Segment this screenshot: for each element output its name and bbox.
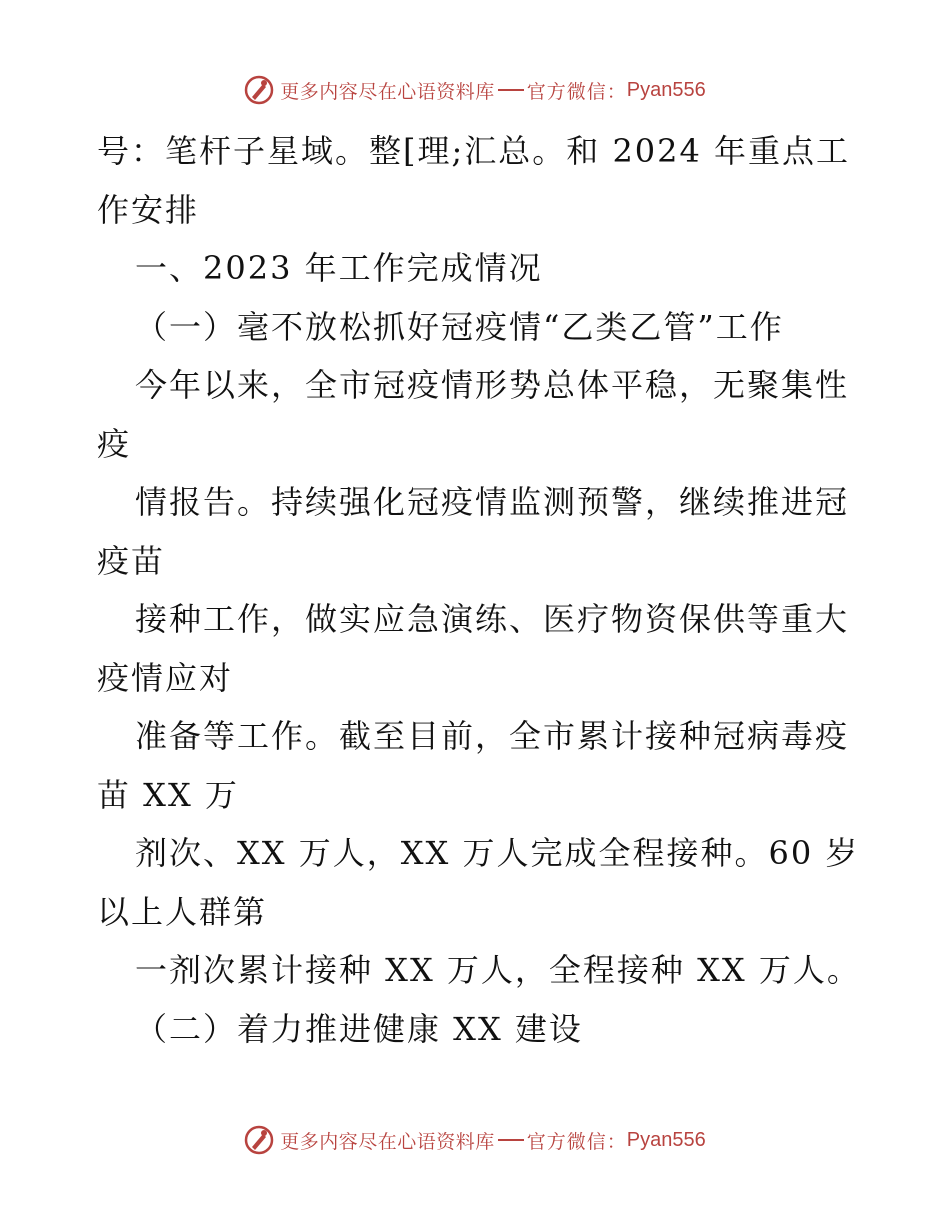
watermark-banner-top — [0, 70, 950, 110]
watermark-dash — [498, 89, 524, 91]
doc-line-5: 今年以来，全市冠疫情形势总体平稳，无聚集性 — [135, 366, 850, 404]
watermark-banner-bottom — [0, 1120, 950, 1160]
doc-line-6: 疫 — [97, 424, 132, 463]
pen-nib-logo-icon — [244, 75, 274, 105]
doc-line-2: 作安排 — [97, 190, 200, 229]
doc-line-12: 苗 XX 万 — [97, 775, 239, 814]
subsection-heading-2: （二）着力推进健康 XX 建设 — [135, 1009, 583, 1048]
section-heading-1: 一、2023 年工作完成情况 — [135, 249, 543, 287]
pen-nib-logo-icon — [244, 1125, 274, 1155]
watermark-site-text: 更多内容尽在心语资料库 — [280, 80, 495, 103]
doc-line-9: 接种工作，做实应急演练、医疗物资保供等重大 — [135, 600, 850, 638]
subsection-heading-1: （一）毫不放松抓好冠疫情“乙类乙管”工作 — [135, 307, 784, 346]
watermark-wechat-account: Pyan556 — [626, 1128, 706, 1151]
doc-line-13: 剂次、XX 万人，XX 万人完成全程接种。60 岁 — [135, 834, 860, 872]
document-body — [97, 122, 861, 1058]
doc-line-1: 号：笔杆子星域。整[理;汇总。和 2024 年重点工 — [97, 132, 851, 170]
watermark-wechat-account: Pyan556 — [626, 78, 706, 101]
watermark-wechat-label: 官方微信： — [526, 1130, 627, 1153]
doc-line-7: 情报告。持续强化冠疫情监测预警，继续推进冠 — [135, 483, 850, 521]
doc-line-14: 以上人群第 — [97, 892, 268, 931]
doc-line-8: 疫苗 — [97, 541, 166, 580]
doc-line-11: 准备等工作。截至目前，全市累计接种冠病毒疫 — [135, 717, 850, 755]
watermark-site-text: 更多内容尽在心语资料库 — [280, 1130, 495, 1153]
watermark-wechat-label: 官方微信： — [526, 80, 627, 103]
doc-line-15: 一剂次累计接种 XX 万人，全程接种 XX 万人。 — [135, 951, 861, 989]
doc-line-10: 疫情应对 — [97, 658, 234, 697]
watermark-dash — [498, 1139, 524, 1141]
